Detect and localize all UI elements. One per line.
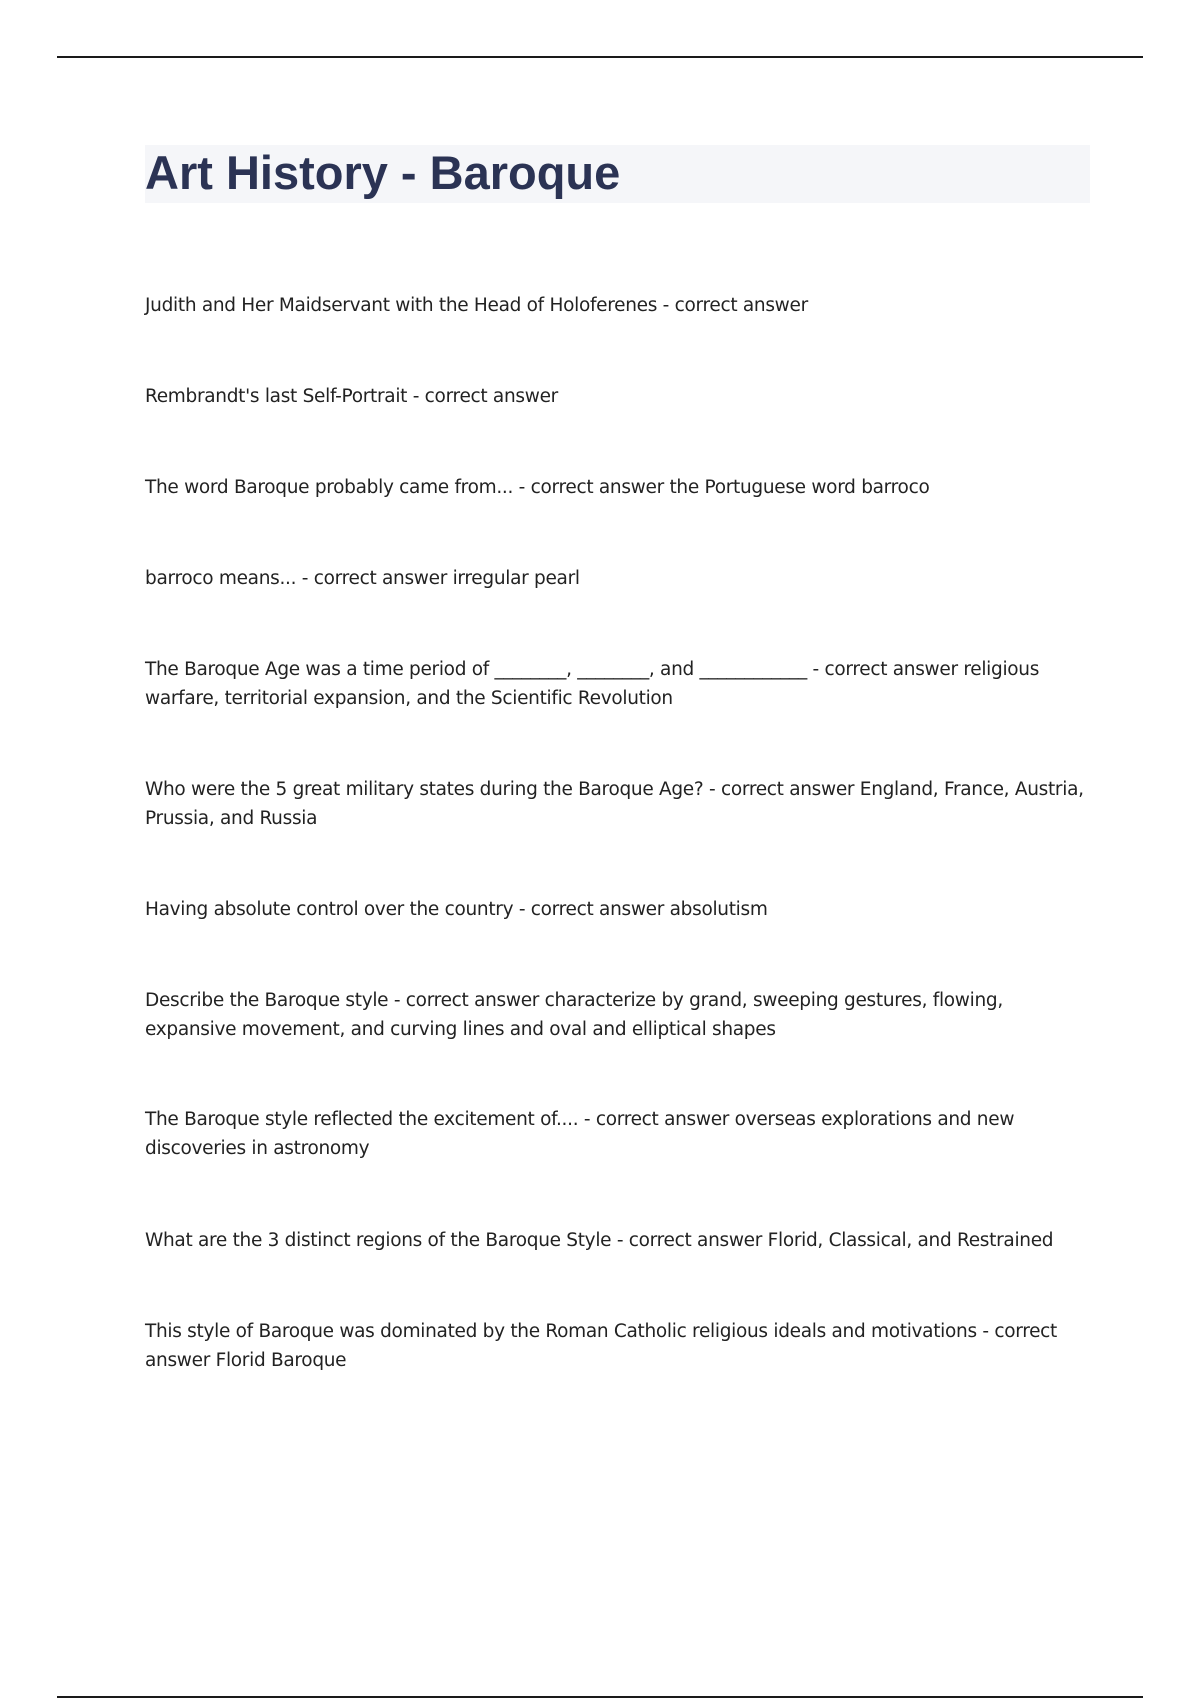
- qa-item: The Baroque style reflected the excitement of.... - correct answer overseas explorations and new discoveries in astronomy: [145, 1109, 1015, 1159]
- qa-item: Having absolute control over the country - correct answer absolutism: [145, 899, 768, 920]
- top-divider: [57, 56, 1143, 58]
- bottom-divider: [57, 1696, 1143, 1698]
- qa-item: The Baroque Age was a time period of ________, ________, and ____________ - correct answer religious warfare, territorial expansion, and the Scientific Revolution: [145, 659, 1040, 709]
- qa-item: What are the 3 distinct regions of the Baroque Style - correct answer Florid, Classical, and Restrained: [145, 1230, 1054, 1251]
- document-title: Art History - Baroque: [145, 146, 621, 199]
- qa-item: barroco means... - correct answer irregular pearl: [145, 568, 580, 589]
- qa-item: This style of Baroque was dominated by the Roman Catholic religious ideals and motivations - correct answer Florid Baroque: [145, 1321, 1058, 1371]
- qa-item: Judith and Her Maidservant with the Head of Holoferenes - correct answer: [145, 295, 808, 316]
- qa-item: Describe the Baroque style - correct answer characterize by grand, sweeping gestures, flowing, expansive movement, and curving lines and oval and elliptical shapes: [145, 990, 1003, 1040]
- qa-item: Rembrandt's last Self-Portrait - correct answer: [145, 386, 558, 407]
- qa-item: Who were the 5 great military states during the Baroque Age? - correct answer England, France, Austria, Prussia, and Russia: [145, 779, 1084, 829]
- qa-item: The word Baroque probably came from... - correct answer the Portuguese word barroco: [145, 477, 930, 498]
